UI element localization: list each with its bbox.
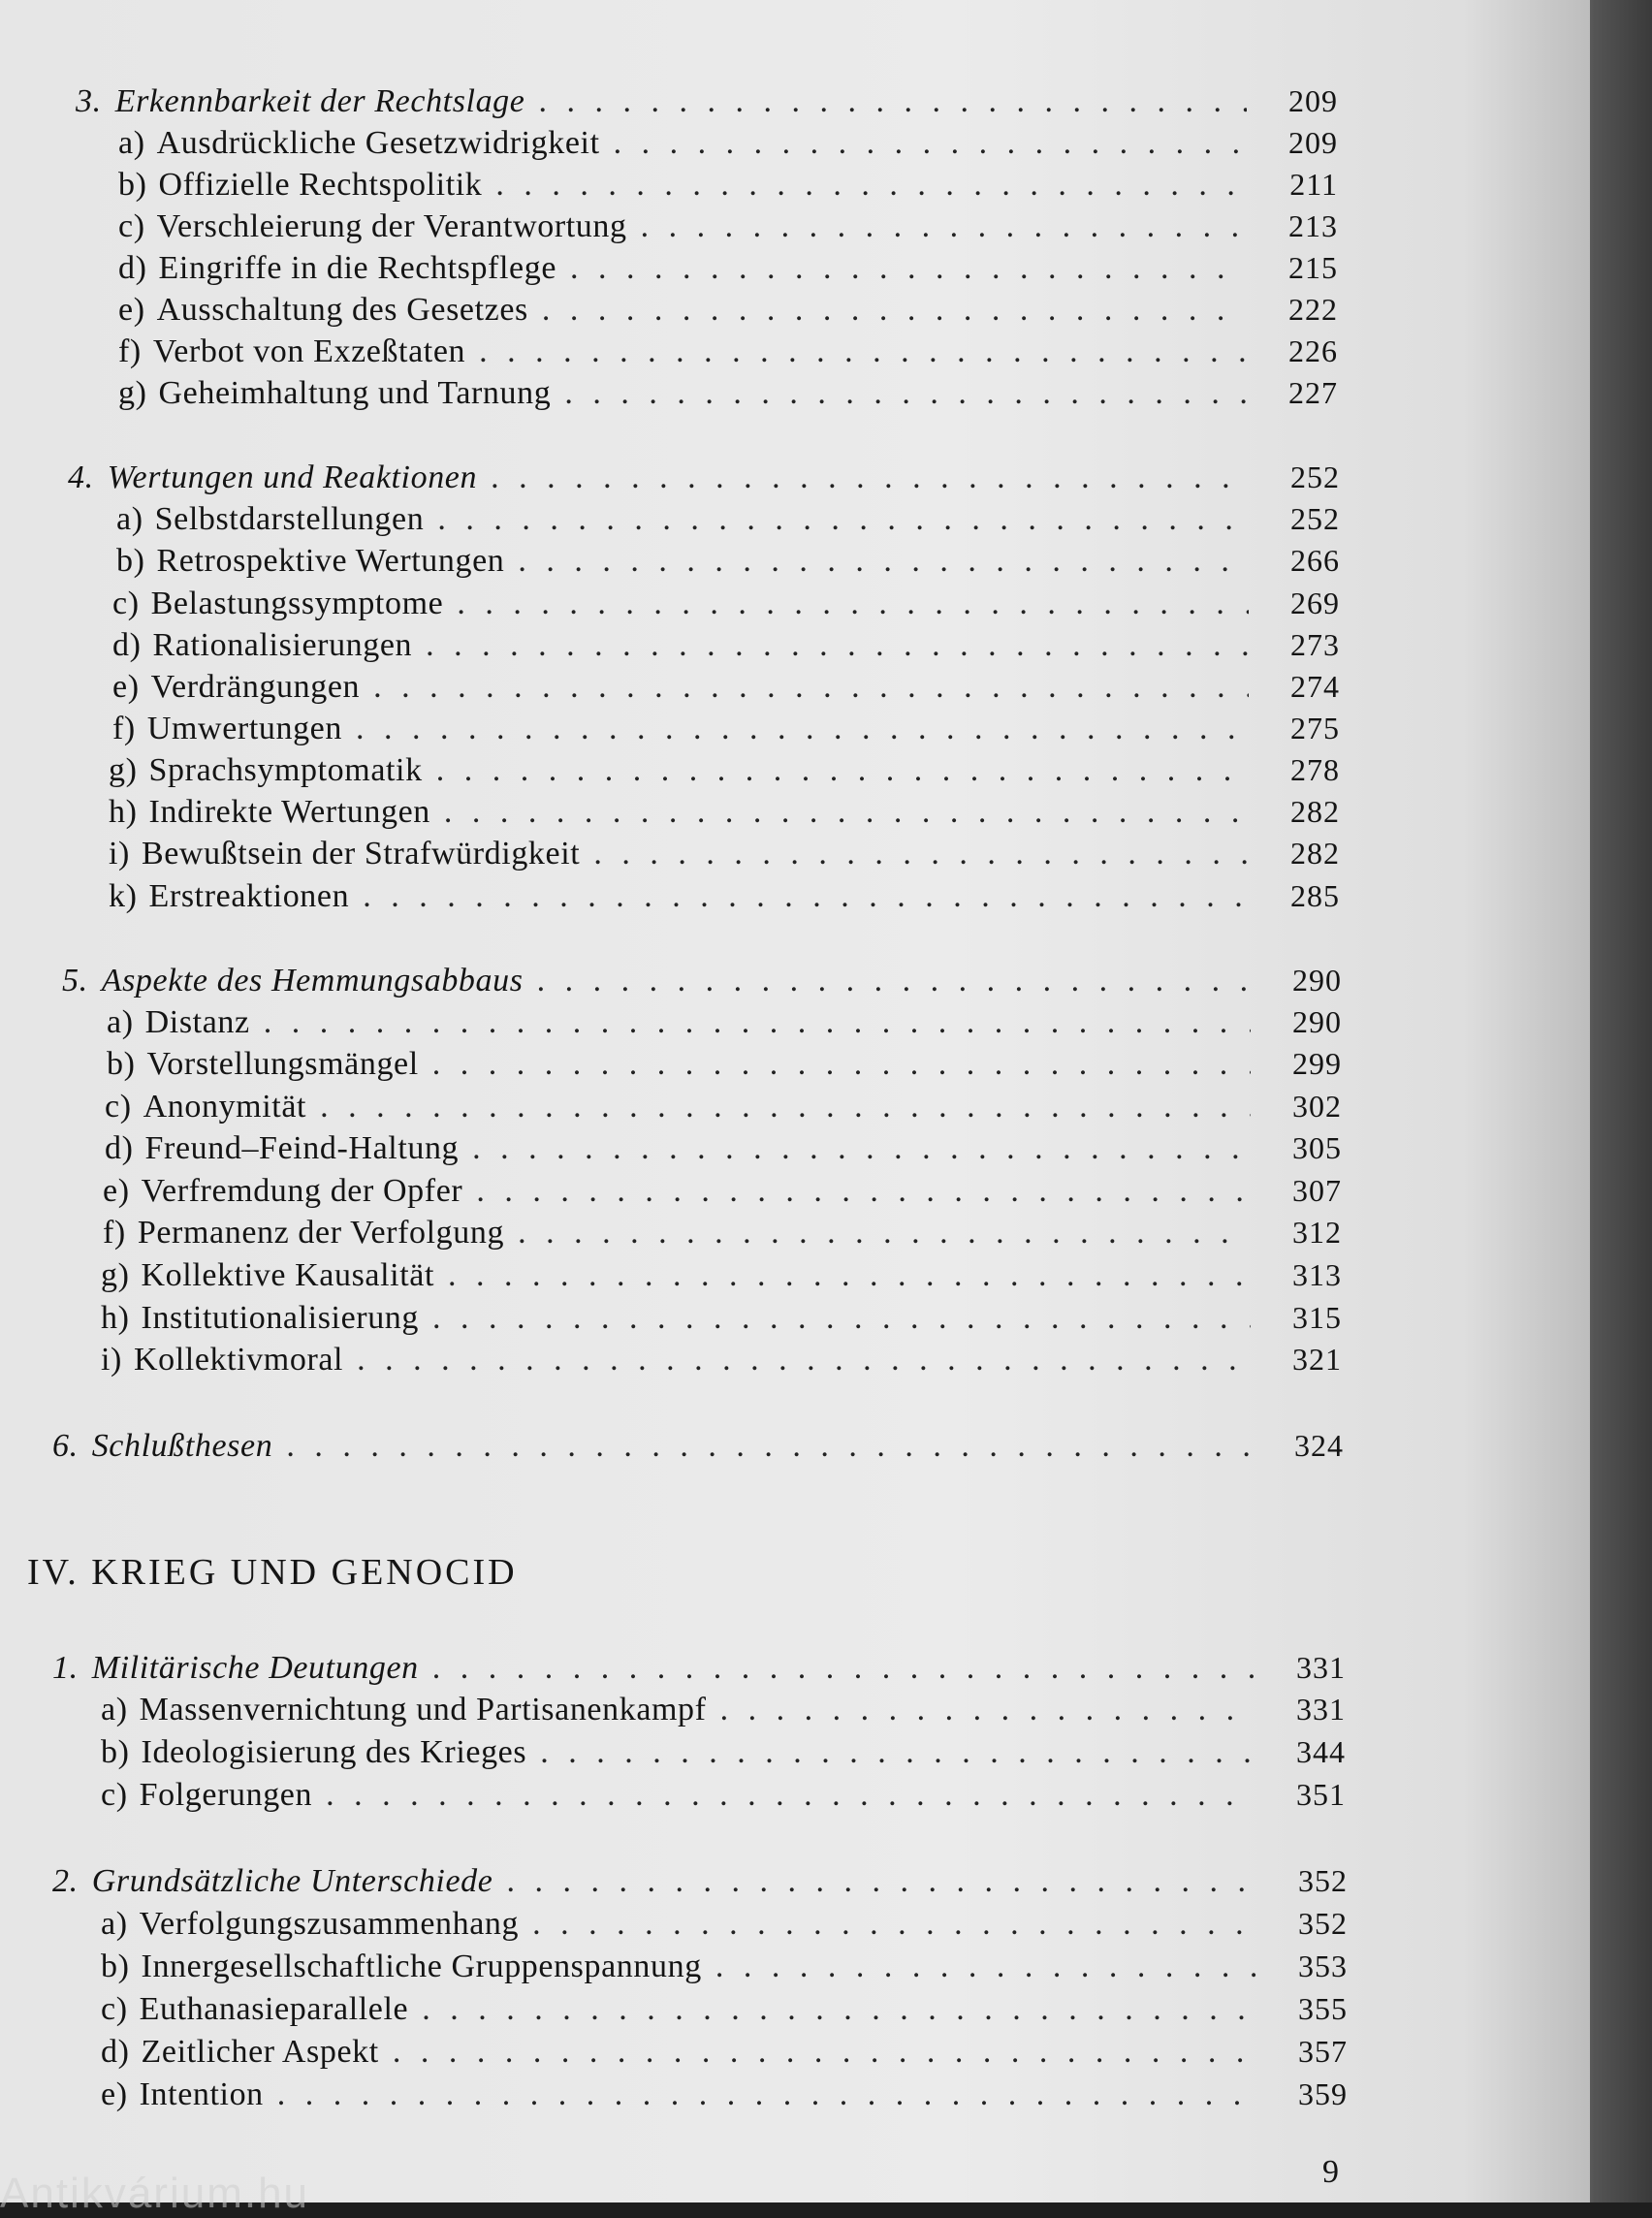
entry-letter: c): [112, 586, 140, 621]
section-number: 2.: [52, 1863, 79, 1899]
watermark: Antikvárium.hu: [0, 2170, 310, 2217]
page-number: 252: [1290, 501, 1340, 536]
entry-letter: b): [101, 1949, 130, 1984]
section-number: 3.: [76, 83, 102, 119]
page-number: 353: [1298, 1949, 1348, 1983]
leader-dots: [614, 125, 1247, 162]
leader-dots: [432, 1300, 1251, 1337]
entry-letter: b): [107, 1046, 136, 1082]
entry-title: Institutionalisierung: [141, 1300, 419, 1336]
leader-dots: [422, 1991, 1256, 2028]
entry-title: Intention: [139, 2076, 264, 2112]
leader-dots: [518, 1215, 1251, 1252]
leader-dots: [373, 669, 1249, 706]
toc-entry: [118, 167, 1338, 206]
entry-title: Erstreaktionen: [148, 878, 350, 914]
page-number: 227: [1288, 375, 1338, 410]
entry-title: Verfolgungszusammenhang: [139, 1906, 520, 1942]
leader-dots: [320, 1089, 1251, 1125]
entry-letter: e): [101, 2076, 128, 2112]
section-title: Militärische Deutungen: [91, 1650, 419, 1686]
leader-dots: [264, 1004, 1251, 1041]
entry-title: Selbstdarstellungen: [154, 501, 425, 537]
toc-entry: [109, 794, 1340, 833]
toc-entry: [101, 1734, 1346, 1773]
entry-letter: e): [112, 669, 140, 705]
leader-dots: [426, 627, 1249, 664]
entry-letter: f): [103, 1215, 126, 1251]
toc-section-1: [52, 1650, 1346, 1689]
toc-entry: [101, 1777, 1346, 1816]
page-number: 274: [1290, 669, 1340, 704]
page-number: 282: [1290, 794, 1340, 829]
toc-section-5: [62, 963, 1342, 1001]
entry-letter: d): [118, 250, 147, 286]
page-number: 209: [1288, 125, 1338, 160]
entry-title: Sprachsymptomatik: [148, 752, 423, 788]
leader-dots: [641, 208, 1247, 245]
leader-dots: [432, 1046, 1251, 1083]
toc-entry: [109, 878, 1340, 917]
page-folio: 9: [1322, 2154, 1339, 2190]
entry-letter: c): [101, 1777, 128, 1813]
leader-dots: [479, 333, 1247, 370]
entry-letter: i): [109, 836, 130, 871]
entry-title: Umwertungen: [146, 711, 342, 746]
leader-dots: [363, 878, 1249, 915]
page-number: 344: [1296, 1734, 1346, 1769]
toc-entry: [118, 208, 1338, 247]
section-number: 1.: [52, 1650, 79, 1686]
leader-dots: [540, 1734, 1255, 1771]
page-number: 357: [1298, 2034, 1348, 2069]
section-title: Grundsätzliche Unterschiede: [91, 1863, 493, 1899]
leader-dots: [448, 1257, 1251, 1294]
entry-letter: a): [116, 501, 143, 537]
entry-title: Zeitlicher Aspekt: [141, 2034, 379, 2070]
page-number: 278: [1290, 752, 1340, 787]
leader-dots: [357, 1342, 1251, 1378]
leader-dots: [393, 2034, 1256, 2071]
entry-title: Anonymität: [143, 1089, 307, 1125]
entry-letter: f): [112, 711, 136, 746]
toc-section-2: [52, 1863, 1348, 1902]
entry-title: Kollektivmoral: [133, 1342, 344, 1378]
page-number: 285: [1290, 878, 1340, 913]
toc-entry: [101, 1692, 1346, 1730]
entry-title: Kollektive Kausalität: [141, 1257, 434, 1293]
toc-entry: [112, 586, 1340, 624]
entry-letter: a): [107, 1004, 134, 1040]
toc-entry: [103, 1215, 1342, 1253]
toc-entry: [109, 836, 1340, 874]
toc-entry: [118, 375, 1338, 414]
section-title: Erkennbarkeit der Rechtslage: [114, 83, 525, 119]
page-number: 252: [1290, 459, 1340, 494]
entry-letter: b): [118, 167, 147, 203]
entry-title: Euthanasieparallele: [139, 1991, 409, 2027]
leader-dots: [570, 250, 1247, 287]
section-number: 5.: [62, 963, 88, 998]
entry-letter: d): [105, 1130, 134, 1166]
toc-section-4: [68, 459, 1340, 498]
entry-title: Geheimhaltung und Tarnung: [158, 375, 552, 411]
leader-dots: [356, 711, 1249, 747]
page-number: 275: [1290, 711, 1340, 745]
entry-title: Indirekte Wertungen: [148, 794, 430, 830]
toc-entry: [101, 1300, 1342, 1339]
toc-entry: [101, 2034, 1348, 2073]
toc-entry: [105, 1130, 1342, 1169]
page-number: 226: [1288, 333, 1338, 368]
leader-dots: [506, 1863, 1256, 1900]
page-number: 312: [1292, 1215, 1342, 1250]
leader-dots: [715, 1949, 1256, 1985]
entry-letter: d): [112, 627, 142, 663]
page-number: 209: [1288, 83, 1338, 118]
leader-dots: [495, 167, 1247, 204]
entry-title: Bewußtsein der Strafwürdigkeit: [141, 836, 581, 871]
page-number: 290: [1292, 963, 1342, 998]
entry-title: Innergesellschaftliche Gruppenspannung: [141, 1949, 702, 1984]
section-title: Aspekte des Hemmungsabbaus: [101, 963, 524, 998]
entry-title: Ausdrückliche Gesetzwidrigkeit: [156, 125, 600, 161]
entry-title: Belastungssymptome: [150, 586, 444, 621]
page-number: 302: [1292, 1089, 1342, 1124]
page-number: 307: [1292, 1173, 1342, 1208]
leader-dots: [491, 459, 1249, 496]
toc-entry: [109, 752, 1340, 791]
entry-letter: h): [109, 794, 138, 830]
entry-title: Retrospektive Wertungen: [156, 543, 505, 579]
toc-entry: [107, 1004, 1342, 1043]
entry-title: Rationalisierungen: [152, 627, 413, 663]
entry-letter: a): [101, 1906, 128, 1942]
entry-title: Freund–Feind-Haltung: [144, 1130, 460, 1166]
entry-letter: k): [109, 878, 138, 914]
toc-entry: [118, 292, 1338, 331]
entry-letter: g): [109, 752, 138, 788]
entry-title: Verschleierung der Verantwortung: [156, 208, 627, 244]
page-number: 321: [1292, 1342, 1342, 1377]
leader-dots: [432, 1650, 1255, 1687]
section-number: 4.: [68, 459, 94, 495]
entry-title: Permanenz der Verfolgung: [137, 1215, 505, 1251]
chapter-numeral: IV.: [27, 1552, 79, 1593]
entry-letter: c): [118, 208, 145, 244]
toc-entry: [118, 333, 1338, 372]
entry-title: Distanz: [144, 1004, 250, 1040]
toc-entry: [116, 543, 1340, 582]
page-number: 351: [1296, 1777, 1346, 1812]
section-number: 6.: [52, 1428, 79, 1464]
page-number: 290: [1292, 1004, 1342, 1039]
entry-letter: a): [118, 125, 145, 161]
toc-entry: [105, 1089, 1342, 1127]
leader-dots: [472, 1130, 1251, 1167]
entry-title: Eingriffe in die Rechtspflege: [158, 250, 557, 286]
entry-title: Offizielle Rechtspolitik: [158, 167, 483, 203]
page-number: 355: [1298, 1991, 1348, 2026]
leader-dots: [444, 794, 1249, 831]
page-number: 331: [1296, 1692, 1346, 1727]
toc-entry: [112, 711, 1340, 749]
page-number: 215: [1288, 250, 1338, 285]
page-number: 282: [1290, 836, 1340, 871]
page-number: 352: [1298, 1906, 1348, 1941]
entry-letter: f): [118, 333, 142, 369]
page-number: 222: [1288, 292, 1338, 327]
chapter-heading: [27, 1551, 518, 1594]
entry-letter: g): [118, 375, 147, 411]
chapter-title: KRIEG UND GENOCID: [91, 1552, 518, 1593]
page-number: 324: [1294, 1428, 1344, 1463]
toc-entry: [101, 2076, 1348, 2115]
entry-letter: b): [116, 543, 145, 579]
leader-dots: [326, 1777, 1255, 1814]
leader-dots: [538, 83, 1247, 120]
leader-dots: [286, 1428, 1253, 1465]
entry-letter: e): [118, 292, 145, 328]
toc-entry: [101, 1991, 1348, 2030]
entry-letter: i): [101, 1342, 122, 1378]
leader-dots: [720, 1692, 1255, 1728]
leader-dots: [564, 375, 1247, 412]
leader-dots: [437, 501, 1249, 538]
entry-title: Ausschaltung des Gesetzes: [156, 292, 528, 328]
toc-section-6: [52, 1428, 1344, 1467]
toc-entry: [112, 669, 1340, 708]
toc-entry: [112, 627, 1340, 666]
page-number: 352: [1298, 1863, 1348, 1898]
entry-title: Verfremdung der Opfer: [141, 1173, 463, 1209]
entry-letter: c): [101, 1991, 128, 2027]
toc-entry: [107, 1046, 1342, 1085]
page-number: 299: [1292, 1046, 1342, 1081]
entry-letter: b): [101, 1734, 130, 1770]
entry-title: Vorstellungsmängel: [146, 1046, 419, 1082]
leader-dots: [518, 543, 1249, 580]
page-number: 266: [1290, 543, 1340, 578]
entry-letter: a): [101, 1692, 128, 1727]
leader-dots: [277, 2076, 1256, 2113]
page-number: 331: [1296, 1650, 1346, 1685]
leader-dots: [457, 586, 1249, 622]
leader-dots: [593, 836, 1249, 872]
section-title: Wertungen und Reaktionen: [107, 459, 478, 495]
leader-dots: [436, 752, 1249, 789]
toc-entry: [103, 1173, 1342, 1212]
page-number: 269: [1290, 586, 1340, 620]
leader-dots: [476, 1173, 1251, 1210]
entry-title: Ideologisierung des Krieges: [141, 1734, 527, 1770]
page-number: 213: [1288, 208, 1338, 243]
toc-entry: [118, 125, 1338, 164]
toc-section-3: [76, 83, 1338, 122]
section-title: Schlußthesen: [91, 1428, 273, 1464]
toc-entry: [101, 1342, 1342, 1380]
leader-dots: [537, 963, 1251, 999]
toc-entry: [116, 501, 1340, 540]
page-number: 211: [1289, 167, 1338, 202]
page-number: 305: [1292, 1130, 1342, 1165]
page-number: 315: [1292, 1300, 1342, 1335]
entry-title: Folgerungen: [139, 1777, 313, 1813]
entry-letter: d): [101, 2034, 130, 2070]
page-number: 359: [1298, 2076, 1348, 2111]
entry-letter: c): [105, 1089, 132, 1125]
page-number: 273: [1290, 627, 1340, 662]
toc-entry: [101, 1257, 1342, 1296]
entry-letter: e): [103, 1173, 130, 1209]
toc-entry: [101, 1906, 1348, 1945]
entry-title: Massenvernichtung und Partisanenkampf: [139, 1692, 707, 1727]
entry-letter: h): [101, 1300, 130, 1336]
entry-letter: g): [101, 1257, 130, 1293]
leader-dots: [532, 1906, 1256, 1943]
toc-entry: [101, 1949, 1348, 1987]
entry-title: Verdrängungen: [150, 669, 361, 705]
entry-title: Verbot von Exzeßtaten: [152, 333, 466, 369]
page-number: 313: [1292, 1257, 1342, 1292]
leader-dots: [542, 292, 1247, 329]
toc-entry: [118, 250, 1338, 289]
